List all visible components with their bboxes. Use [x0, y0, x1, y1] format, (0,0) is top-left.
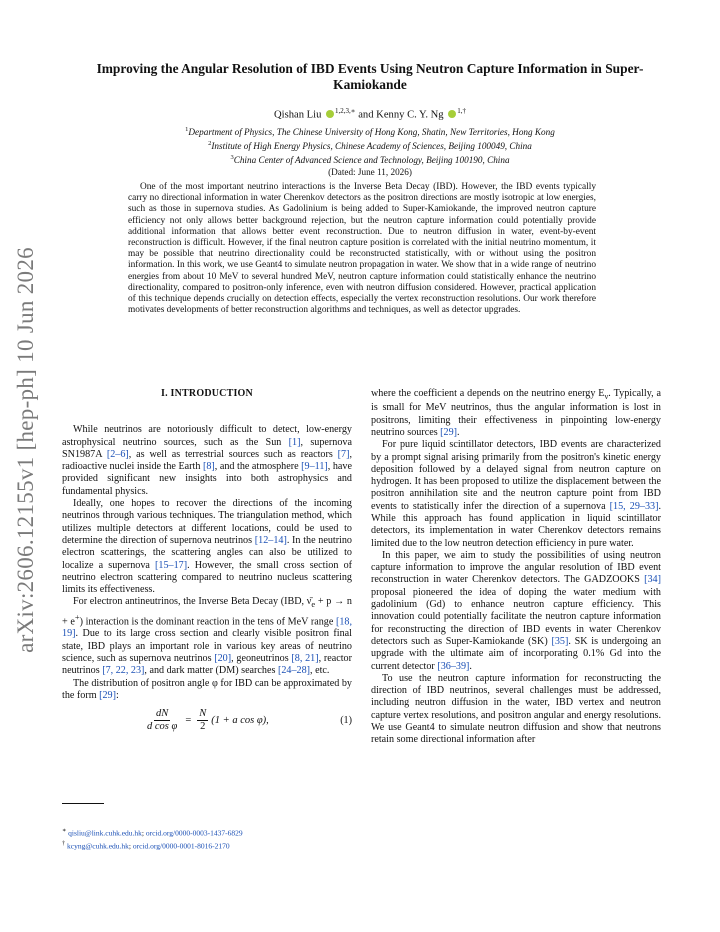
fraction-denominator: d cos φ	[147, 721, 178, 733]
text-run: The distribution of positron angle φ for IBD can be approximated by the form	[62, 677, 352, 701]
equation-body	[142, 708, 269, 733]
affiliation-number: 2	[208, 140, 212, 148]
fraction-numerator: dN	[156, 708, 169, 720]
arxiv-stamp	[4, 247, 48, 653]
fraction-numerator: N	[199, 708, 207, 720]
intro-paragraph-4	[62, 678, 352, 703]
equals-sign: =	[185, 714, 192, 726]
subscript: e	[311, 599, 316, 610]
citation-link[interactable]: [18, 19]	[62, 616, 352, 640]
text-run: + p → n + e	[62, 596, 352, 628]
text-run: :	[116, 689, 119, 701]
separator: ;	[128, 841, 133, 850]
citation-link[interactable]: [34]	[644, 574, 661, 586]
intro-paragraph-5	[371, 388, 661, 439]
text-run: In this paper, we aim to study the possibilities of using neutron capture information to improve the angular resolution of IBD event reconstruction in water Cherenkov detectors. The GADZOOKS	[371, 549, 661, 586]
author-2-affiliation-marks: 1,†	[457, 107, 466, 115]
footnote-divider	[62, 803, 104, 804]
affiliation-2	[60, 138, 680, 152]
text-run: . Due to its large cross section and clearly visible positron final state, IBD plays an important role in various key areas of neutrino science, such as supernova neutrinos	[62, 628, 352, 665]
equation-rhs-fraction	[197, 708, 208, 733]
intro-paragraph-1	[62, 424, 352, 498]
footnote-mark: ∗	[62, 827, 67, 834]
citation-link[interactable]: [15, 29–33]	[609, 500, 659, 512]
citation-link[interactable]: [12–14]	[254, 534, 287, 546]
footnote-2	[62, 839, 362, 852]
citation-link[interactable]: [2–6]	[106, 448, 129, 460]
left-column	[62, 388, 352, 737]
author-connector: and	[358, 109, 374, 121]
author-line	[60, 107, 680, 121]
citation-link[interactable]: [29]	[99, 689, 116, 701]
affiliation-text: Department of Physics, The Chinese University of Hong Kong, Shatin, New Territories, Hong Kong	[188, 127, 555, 138]
citation-link[interactable]: [1]	[288, 436, 301, 448]
paper-title: Improving the Angular Resolution of IBD Events Using Neutron Capture Information in Super-Kamiokande	[96, 61, 644, 92]
text-run: .	[457, 426, 460, 438]
text-run: . In the neutrino electron scatterings, the scattering angles can also be utilized to localize a supernova	[62, 534, 352, 571]
intro-paragraph-3	[62, 596, 352, 677]
text-run: ) interaction is the dominant reaction in the tens of MeV range	[79, 616, 336, 628]
citation-link[interactable]: [9–11]	[301, 461, 328, 473]
orcid-link[interactable]: orcid.org/0000-0001-8016-2170	[132, 841, 230, 850]
citation-link[interactable]: [20]	[214, 653, 232, 665]
equation-number: (1)	[340, 714, 352, 726]
citation-link[interactable]: [7]	[337, 448, 350, 460]
text-run: , reactor neutrinos	[62, 653, 352, 677]
citation-link[interactable]: [8, 21]	[291, 653, 319, 665]
text-run: While neutrinos are notoriously difficult to detect, low-energy astrophysical neutrino sources, such as the Sun	[62, 424, 352, 448]
abstract: One of the most important neutrino interactions is the Inverse Beta Decay (IBD). However, the IBD events typically carry no directional information in water Cherenkov detectors as the positron directions are mostly isotropic at low energies, such as those in supernova studies. As Gadolinium is being added to Super-Kamiokande, the improved neutron capture efficiency not only allows better background rejection, but the neutron capture information could potentially provide additional information that allows better event reconstruction. Due to neutron diffusion in water, event-by-event reconstruction is difficult. However, if the final neutron capture position is correlated with the initial neutrino momentum, it may be possible that neutrino directionality could be reconstructed statistically, with or without using the positron information. In this work, we use Geant4 to simulate neutron propagation in water. We show that in a wide range of neutrino energies from about 10 MeV to several hundred MeV, neutron capture information could statistically enhance the neutrino directionality, compared to positron-only inference, even with neutron diffusion considered. However, practical application of this technique depends crucially on detection effects, especially the vertex reconstruction resolutions. Our work therefore motivates developments of better reconstruction algorithms and techniques, as well as detector upgrades.	[128, 182, 596, 316]
text-run: , supernova SN1987A	[62, 436, 352, 460]
email-link[interactable]: qisliu@link.cuhk.edu.hk	[68, 828, 142, 838]
orcid-icon[interactable]	[326, 110, 334, 118]
citation-link[interactable]: [29]	[440, 426, 458, 438]
section-heading: I. INTRODUCTION	[161, 388, 253, 399]
author-2-name: Kenny C. Y. Ng	[376, 109, 444, 121]
equation-lhs-fraction	[145, 708, 179, 733]
email-link[interactable]: kcyng@cuhk.edu.hk	[67, 841, 129, 850]
date-line: (Dated: June 11, 2026)	[328, 167, 412, 178]
affiliation-text: Institute of High Energy Physics, Chinese Academy of Sciences, Beijing 100049, China	[211, 141, 532, 152]
superscript: +	[74, 611, 80, 622]
fraction-denominator: 2	[200, 721, 206, 733]
right-column	[371, 388, 661, 747]
text-run: , as well as terrestrial sources such as reactors	[128, 448, 338, 460]
citation-link[interactable]: [8]	[202, 461, 215, 473]
subscript: ν	[604, 391, 609, 402]
text-run: . While this approach has found application in liquid scintillator detectors, its implementation in water Cherenkov detectors remains limited due to the low neutron detection efficiency in pure water.	[371, 500, 661, 549]
text-run: , radioactive nuclei inside the Earth	[62, 448, 352, 473]
text-run: For electron antineutrinos, the Inverse Beta Decay (IBD, ν̄	[73, 596, 312, 608]
text-run: .	[469, 660, 472, 672]
footnote-mark: †	[62, 839, 66, 847]
equation-1	[62, 708, 352, 733]
text-run: proposal pioneered the idea of doping the water medium with gadolinium (Gd) to enhance neutron capture efficiency. This innovation could potentially facilitate the neutron capture information for reconstructing the direction of IBD events in water Cherenkov detectors such as Super-Kamiokande (SK)	[371, 586, 661, 647]
affiliations	[60, 124, 680, 178]
affiliation-1	[60, 124, 680, 138]
text-run: Ideally, one hopes to recover the directions of the incoming neutrinos through various techniques. The triangulation method, which utilizes multiple detectors at different locations, could be used to determine the direction of supernova neutrinos	[62, 498, 352, 546]
footnote-1	[62, 826, 362, 839]
arxiv-identifier: arXiv:2606.12155v1 [hep-ph] 10 Jun 2026	[13, 247, 39, 653]
author-1-name: Qishan Liu	[274, 109, 322, 121]
text-run: . However, the small cross section of neutrino electron scattering compared to neutrino nucleus scattering limits its effectiveness.	[62, 559, 352, 596]
text-run: where the coefficient a depends on the neutrino energy E	[371, 388, 605, 399]
orcid-link[interactable]: orcid.org/0000-0003-1437-6829	[145, 828, 243, 838]
text-run: . Typically, a is small for MeV neutrinos, thus the angular information is lost in positrons, limiting their effectiveness in pinpointing low-energy neutrino sources	[371, 388, 661, 438]
text-run: , and the atmosphere	[214, 461, 302, 473]
intro-paragraph-6	[371, 439, 661, 550]
affiliation-number: 1	[185, 126, 189, 133]
text-run: , and dark matter (DM) searches	[144, 665, 278, 677]
citation-link[interactable]: [36–39]	[437, 660, 470, 672]
intro-paragraph-8: To use the neutron capture information for reconstructing the direction of IBD neutrinos, several challenges must be addressed, including neutron diffusion in the water, IBD vertex and neutron capture vertex resolutions, and positron angular and energy resolutions. We use Geant4 to simulate neutron diffusion and show that neutrons retain some directional information after	[371, 672, 661, 746]
text-run: For pure liquid scintillator detectors, IBD events are characterized by a prompt signal arising primarily from the positron's kinetic energy deposition followed by a delayed signal from neutron capture on hydrogen. It has been proposed to utilize the displacement between the positron annihilation site and the neutron capture point from IBD events to statistically infer the direction of a supernova	[371, 439, 661, 512]
intro-paragraph-2	[62, 498, 352, 596]
text-run: . SK is undergoing an upgrade with the ultimate aim of incorporating 0.1% Gd into the current detector	[371, 635, 662, 672]
citation-link[interactable]: [35]	[551, 635, 569, 647]
intro-paragraph-7	[371, 550, 661, 673]
text-run: , geoneutrinos	[231, 653, 292, 665]
equation-rhs-tail: (1 + a cos φ),	[211, 714, 269, 726]
text-run: , have provided significant new insights into both astrophysics and fundamental physics.	[62, 461, 352, 497]
orcid-icon[interactable]	[448, 110, 456, 118]
separator: ;	[141, 828, 146, 838]
citation-link[interactable]: [24–28]	[277, 665, 311, 677]
footnotes	[62, 826, 362, 851]
affiliation-3	[60, 152, 680, 166]
affiliation-number: 3	[230, 154, 234, 162]
citation-link[interactable]: [7, 22, 23]	[102, 665, 145, 677]
citation-link[interactable]: [15–17]	[155, 559, 188, 571]
affiliation-text: China Center of Advanced Science and Technology, Beijing 100190, China	[233, 155, 510, 166]
text-run: , etc.	[310, 665, 330, 677]
author-1-affiliation-marks: 1,2,3,∗	[335, 107, 356, 115]
